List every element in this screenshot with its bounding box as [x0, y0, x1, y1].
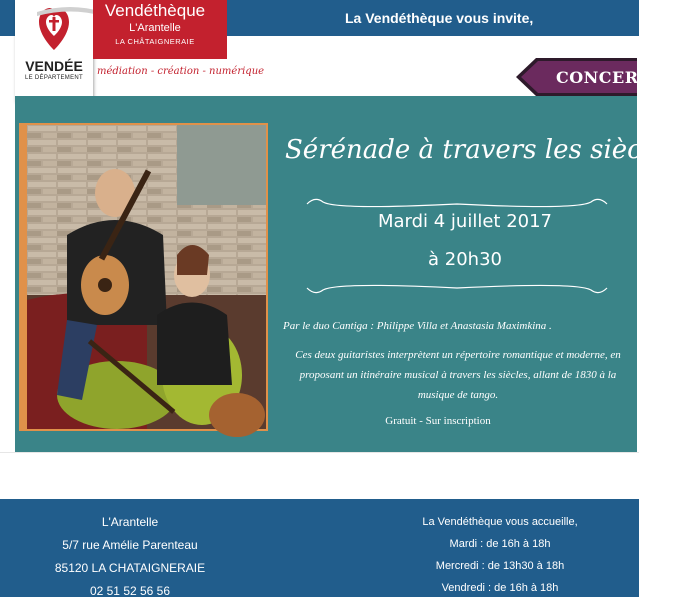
- address-city: 85120 LA CHATAIGNERAIE: [54, 561, 206, 575]
- event-panel: [15, 96, 679, 452]
- section-divider: [0, 452, 639, 453]
- vendetheque-logo[interactable]: [93, 0, 227, 59]
- event-description: Ces deux guitaristes interprètent un répertoire romantique et moderne, en proposant un itinéraire musical à travers les siècles, allant de 1830 à la musique de tango.: [295, 349, 621, 401]
- guitarists-photo-icon: [27, 125, 266, 429]
- event-date: Mardi 4 juillet 2017: [377, 211, 553, 232]
- footer-hours: [390, 511, 610, 599]
- vendetheque-title: Vendéthèque: [104, 1, 206, 20]
- hours-line: Mardi : de 16h à 18h: [449, 538, 551, 550]
- address-street: 5/7 rue Amélie Parenteau: [62, 538, 198, 552]
- hours-line: Mercredi : de 13h30 à 18h: [435, 560, 565, 572]
- event-time: à 20h30: [428, 249, 502, 270]
- vendee-subtitle: LE DÉPARTEMENT: [25, 75, 83, 81]
- event-performers: Par le duo Cantiga : Philippe Villa et Anastasia Maximkina .: [283, 320, 552, 332]
- hours-intro: La Vendéthèque vous accueille,: [422, 516, 578, 528]
- vendetheque-place: L'Arantelle: [129, 22, 181, 34]
- vendee-name: VENDÉE: [25, 58, 83, 74]
- footer: [0, 499, 639, 597]
- vendetheque-tagline: médiation - création - numérique: [97, 66, 265, 77]
- concert-badge: [516, 58, 651, 96]
- vendetheque-town: LA CHÂTAIGNERAIE: [115, 37, 195, 46]
- event-price: Gratuit - Sur inscription: [385, 415, 491, 427]
- invite-heading: La Vendéthèque vous invite,: [345, 10, 534, 26]
- footer-address: [30, 511, 230, 603]
- event-title: Sérénade à travers les siècles: [285, 135, 679, 165]
- photo-frame: [19, 123, 268, 431]
- vendee-department-logo[interactable]: [15, 0, 93, 102]
- hours-line: Vendredi : de 16h à 18h: [441, 582, 559, 594]
- concert-label: CONCERT: [556, 68, 651, 87]
- address-name: L'Arantelle: [101, 515, 159, 529]
- address-phone[interactable]: 02 51 52 56 56: [89, 584, 171, 598]
- duo-photo: [27, 125, 266, 429]
